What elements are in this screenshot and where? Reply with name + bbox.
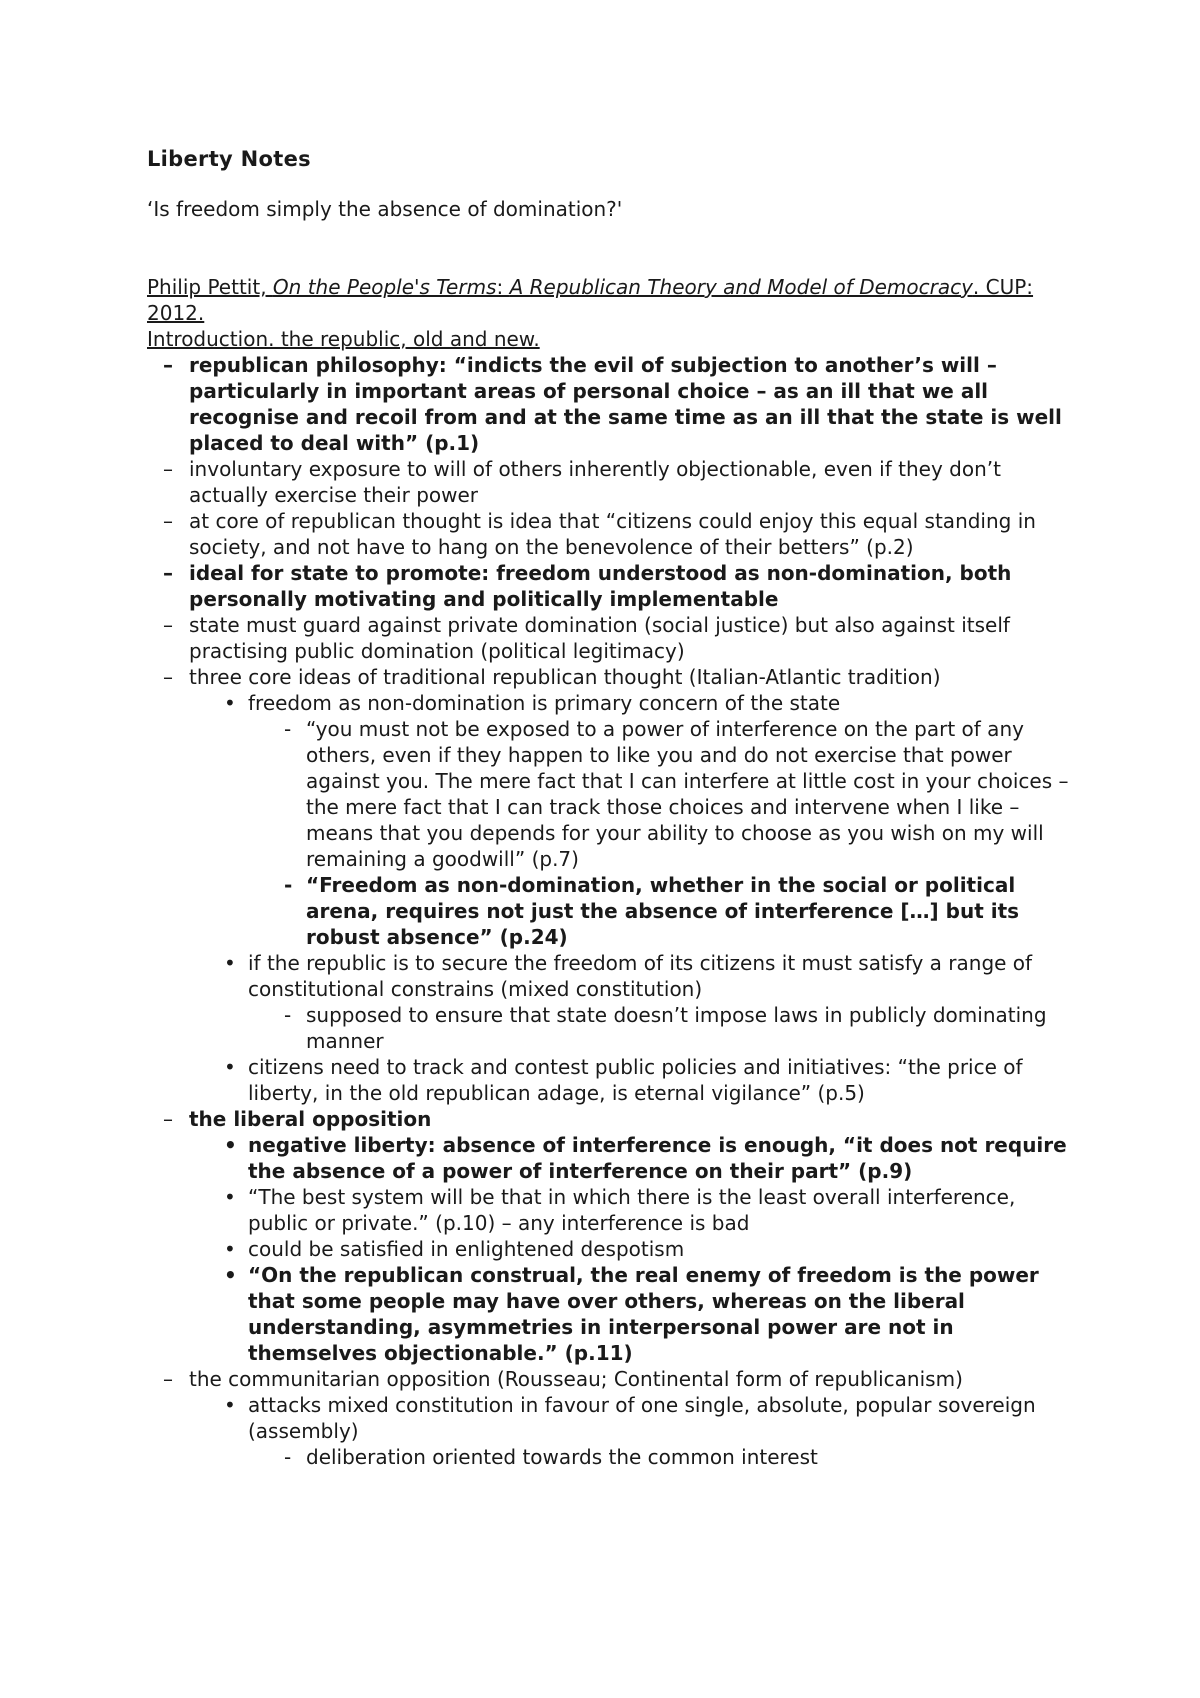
sub-list-item: • negative liberty: absence of interference is enough, “it does not require the absence of a power of interference on their part” (p.9) bbox=[189, 1132, 1077, 1184]
list-item bbox=[147, 1366, 1077, 1470]
sub-list-item bbox=[189, 950, 1077, 1054]
sub-list bbox=[189, 1132, 1077, 1366]
list-item: – republican philosophy: “indicts the evil of subjection to another’s will – particularly in important areas of personal choice – as an ill that we all recognise and recoil from and at the same time as an ill that the state is well placed to deal with” (p.1) bbox=[147, 352, 1077, 456]
source-book-title: On the People's Terms bbox=[272, 275, 497, 299]
sub-list bbox=[189, 690, 1077, 1106]
source-citation bbox=[147, 274, 1077, 352]
sub-list-item bbox=[189, 1392, 1077, 1470]
notes-list bbox=[147, 352, 1077, 1470]
sub-sub-list-item: - “Freedom as non-domination, whether in the social or political arena, requires not just the absence of interference […] but its robust absence” (p.24) bbox=[248, 872, 1077, 950]
document-page bbox=[147, 146, 1077, 1470]
document-title: Liberty Notes bbox=[147, 147, 311, 171]
list-item-text: the communitarian opposition (Rousseau; Continental form of republicanism) bbox=[189, 1367, 963, 1391]
sub-list-item-text: attacks mixed constitution in favour of one single, absolute, popular sovereign (assembly) bbox=[248, 1393, 1036, 1443]
sub-list-item: • “The best system will be that in which there is the least overall interference, public or private.” (p.10) – any interference is bad bbox=[189, 1184, 1077, 1236]
source-colon: : bbox=[496, 275, 510, 299]
sub-list bbox=[189, 1392, 1077, 1470]
list-item bbox=[147, 664, 1077, 1106]
sub-sub-list bbox=[248, 1444, 1077, 1470]
sub-list-item: • citizens need to track and contest public policies and initiatives: “the price of liberty, in the old republican adage, is eternal vigilance” (p.5) bbox=[189, 1054, 1077, 1106]
sub-sub-list bbox=[248, 716, 1077, 950]
sub-list-item: • could be satisfied in enlightened despotism bbox=[189, 1236, 1077, 1262]
sub-list-item: • “On the republican construal, the real enemy of freedom is the power that some people may have over others, whereas on the liberal understanding, asymmetries in interpersonal power are not in themselves objectionable.” (p.11) bbox=[189, 1262, 1077, 1366]
list-item: – state must guard against private domination (social justice) but also against itself practising public domination (political legitimacy) bbox=[147, 612, 1077, 664]
source-publisher: . CUP: 2012. bbox=[147, 275, 1034, 325]
sub-sub-list-item: - deliberation oriented towards the common interest bbox=[248, 1444, 1077, 1470]
list-item-text: three core ideas of traditional republican thought (Italian-Atlantic tradition) bbox=[189, 665, 941, 689]
sub-list-item-text: if the republic is to secure the freedom of its citizens it must satisfy a range of constitutional constrains (mixed constitution) bbox=[248, 951, 1033, 1001]
source-author: Philip Pettit, bbox=[147, 275, 273, 299]
essay-question: ‘Is freedom simply the absence of domination?' bbox=[147, 197, 623, 221]
source-book-subtitle: A Republican Theory and Model of Democracy bbox=[509, 275, 973, 299]
list-item: – ideal for state to promote: freedom understood as non-domination, both personally motivating and politically implementable bbox=[147, 560, 1077, 612]
sub-sub-list bbox=[248, 1002, 1077, 1054]
list-item-text: the liberal opposition bbox=[189, 1107, 432, 1131]
chapter-heading: Introduction. the republic, old and new. bbox=[147, 327, 540, 351]
sub-list-item-text: freedom as non-domination is primary concern of the state bbox=[248, 691, 841, 715]
list-item: – at core of republican thought is idea that “citizens could enjoy this equal standing in society, and not have to hang on the benevolence of their betters” (p.2) bbox=[147, 508, 1077, 560]
sub-list-item bbox=[189, 690, 1077, 950]
sub-sub-list-item: - “you must not be exposed to a power of interference on the part of any others, even if they happen to like you and do not exercise that power against you. The mere fact that I can interfere at little cost in your choices – the mere fact that I can track those choices and intervene when I like – means that you depends for your ability to choose as you wish on my will remaining a goodwill” (p.7) bbox=[248, 716, 1077, 872]
list-item: – involuntary exposure to will of others inherently objectionable, even if they don’t actually exercise their power bbox=[147, 456, 1077, 508]
sub-sub-list-item: - supposed to ensure that state doesn’t impose laws in publicly dominating manner bbox=[248, 1002, 1077, 1054]
list-item bbox=[147, 1106, 1077, 1366]
